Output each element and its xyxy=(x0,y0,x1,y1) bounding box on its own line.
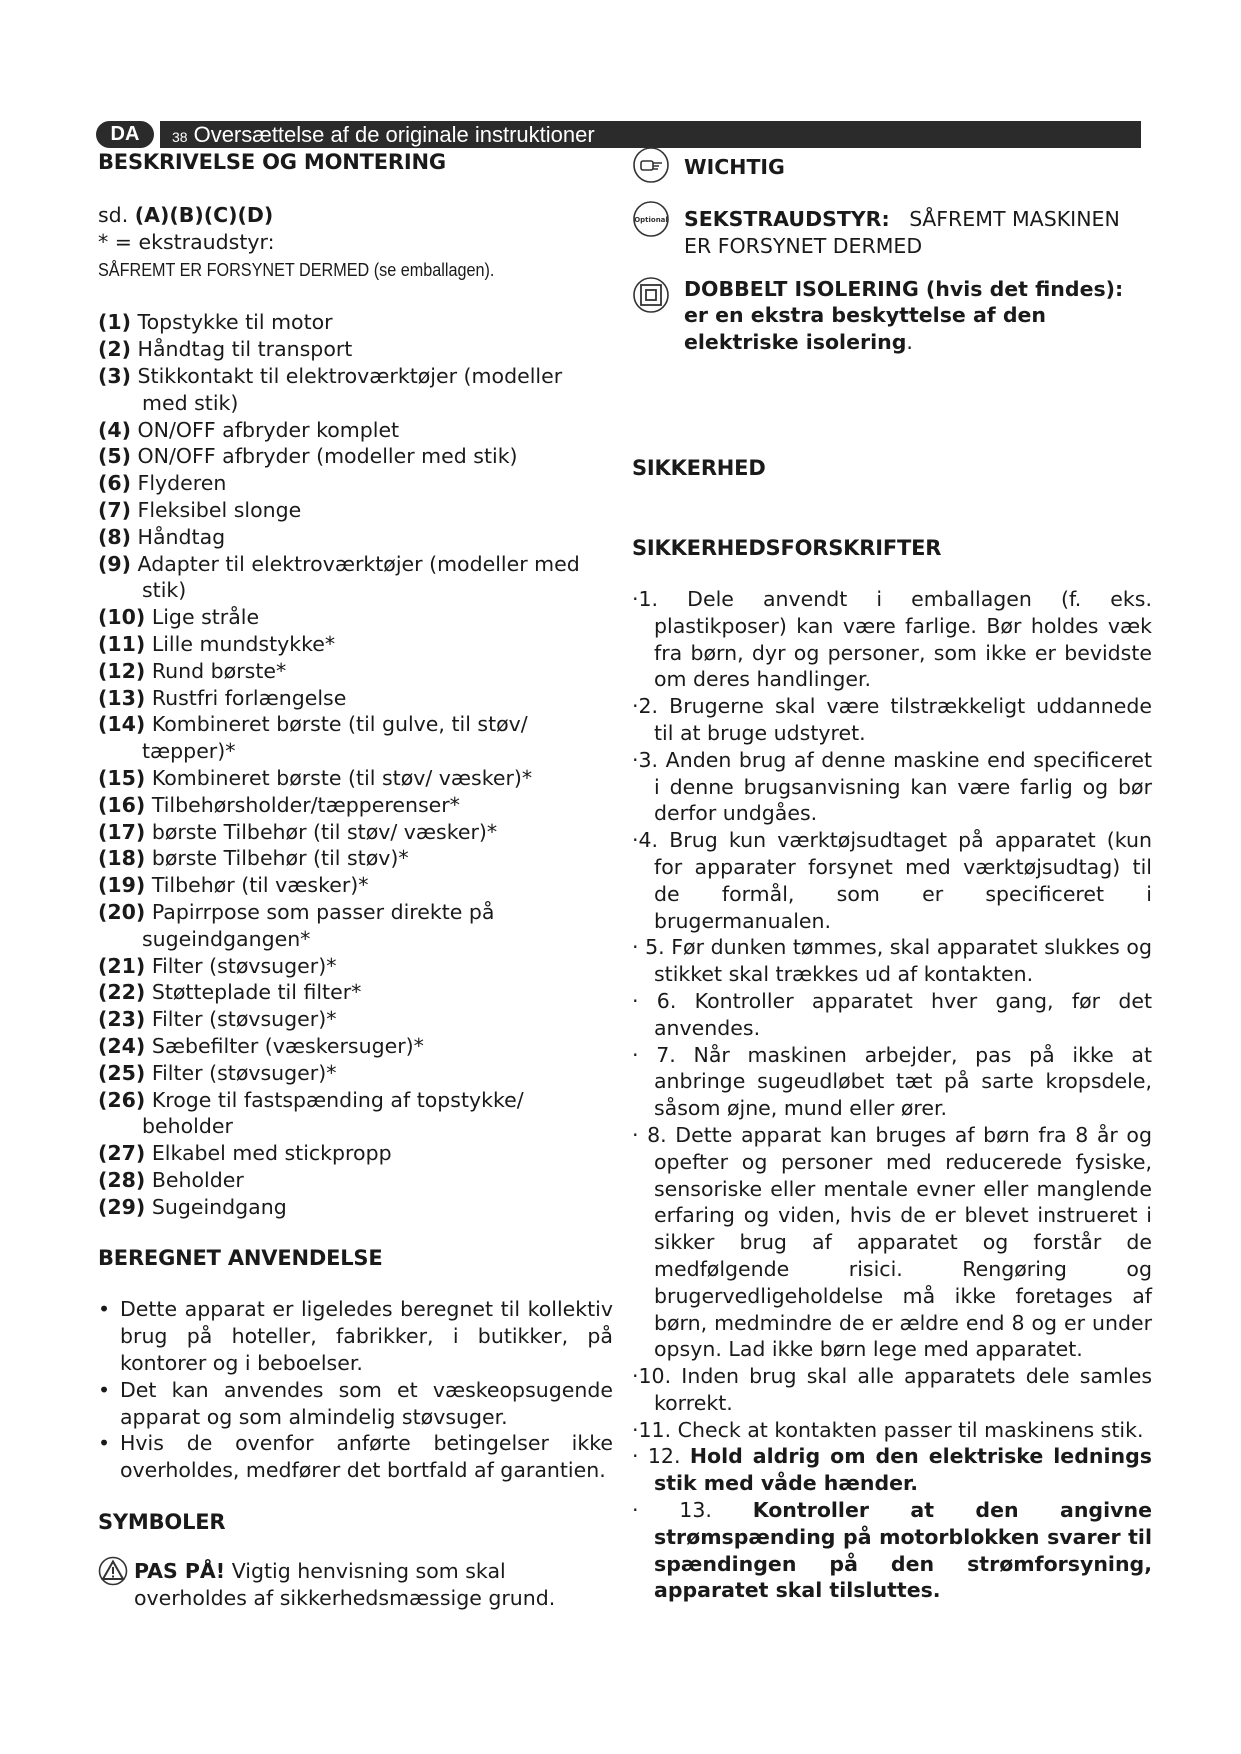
part-text: Kroge til fastspænding af topstykke/ beholder xyxy=(142,1087,524,1139)
part-item xyxy=(98,979,613,1006)
part-item xyxy=(98,711,613,765)
part-item xyxy=(98,658,613,685)
safety-rule xyxy=(632,1122,1152,1363)
symbol-double-insulation-text xyxy=(684,276,1152,356)
safety-rule xyxy=(632,1497,1152,1604)
part-number: (16) xyxy=(98,792,146,817)
part-text: Filter (støvsuger)* xyxy=(151,1060,337,1085)
optional-icon-label: Optional xyxy=(634,216,668,224)
rule-text: Før dunken tømmes, skal apparatet slukkes og stikket skal trækkes ud af kontakten. xyxy=(654,935,1152,987)
part-number: (10) xyxy=(98,605,146,630)
part-item xyxy=(98,1140,613,1167)
part-number: (20) xyxy=(98,899,146,924)
heading-safety: SIKKERHED xyxy=(632,455,766,480)
part-text: Filter (støvsuger)* xyxy=(151,1007,337,1032)
warning-triangle-icon xyxy=(98,1556,128,1586)
part-number: (13) xyxy=(98,685,146,710)
sd-prefix: sd. xyxy=(98,203,129,227)
part-text: Lige stråle xyxy=(151,605,260,630)
safety-rule xyxy=(632,1042,1152,1122)
safety-rule xyxy=(632,1363,1152,1417)
part-number: (26) xyxy=(98,1087,146,1112)
use-bullet: • Det kan anvendes som et væskeopsugende apparat og som almindelig støvsuger. xyxy=(98,1377,613,1431)
part-item xyxy=(98,819,613,846)
part-number: (27) xyxy=(98,1141,146,1166)
part-text: Elkabel med stickpropp xyxy=(151,1141,392,1166)
part-item xyxy=(98,1167,613,1194)
part-item xyxy=(98,604,613,631)
rule-number: · 7. xyxy=(632,1042,676,1067)
part-number: (18) xyxy=(98,846,146,871)
symbol-important-text xyxy=(684,146,785,181)
part-item xyxy=(98,309,613,336)
part-item xyxy=(98,1087,613,1141)
heading-symbols: SYMBOLER xyxy=(98,1510,226,1535)
part-number: (5) xyxy=(98,444,132,469)
sd-codes: (A)(B)(C)(D) xyxy=(134,203,274,227)
part-number: (17) xyxy=(98,819,146,844)
part-item xyxy=(98,685,613,712)
part-number: (23) xyxy=(98,1007,146,1032)
header-title: Oversættelse af de originale instruktioner xyxy=(193,122,595,147)
warning-bold: PAS PÅ! xyxy=(134,1559,226,1584)
part-text: Flyderen xyxy=(137,471,227,496)
rule-text: Brugerne skal være tilstrækkeligt uddannede til at bruge udstyret. xyxy=(654,694,1152,745)
part-item xyxy=(98,1006,613,1033)
part-item xyxy=(98,524,613,551)
rule-text: Hold aldrig om den elektriske lednings stik med våde hænder. xyxy=(654,1444,1152,1496)
use-list xyxy=(98,1296,613,1484)
symbol-optional-text xyxy=(684,200,1152,260)
part-text: Tilbehør (til væsker)* xyxy=(151,873,369,898)
symbol-double-insulation-label: DOBBELT ISOLERING (hvis det findes): er en ekstra beskyttelse af den elektriske isolering xyxy=(684,276,1124,355)
sd-line xyxy=(98,202,613,229)
warning-row xyxy=(98,1558,613,1612)
language-badge: DA xyxy=(96,121,154,148)
part-item xyxy=(98,497,613,524)
optional-text: SÅFREMT ER FORSYNET DERMED (se emballagen). xyxy=(98,259,495,280)
part-text: Adapter til elektroværktøjer (modeller med stik) xyxy=(137,551,580,603)
heading-rules: SIKKERHEDSFORSKRIFTER xyxy=(632,535,942,560)
part-text: Kombineret børste (til gulve, til støv/ tæpper)* xyxy=(142,712,528,764)
page-header xyxy=(96,121,1141,148)
part-text: Stikkontakt til elektroværktøjer (modeller med stik) xyxy=(137,363,563,415)
part-item xyxy=(98,792,613,819)
symbol-optional-label: SEKSTRAUDSTYR: xyxy=(684,207,890,231)
part-text: børste Tilbehør (til støv)* xyxy=(151,846,409,871)
part-text: Sæbefilter (væskersuger)* xyxy=(151,1033,424,1058)
rule-number: · 13. xyxy=(632,1498,712,1523)
use-bullet: • Dette apparat er ligeledes beregnet til kollektiv brug på hoteller, fabrikker, i butikker, på kontorer og i beboelser. xyxy=(98,1296,613,1376)
warning-text-block xyxy=(134,1558,613,1612)
rule-text: Kontroller at den angivne strømspænding på motorblokken svarer til spændingen på den strømforsyning, apparatet skal tilsluttes. xyxy=(654,1498,1152,1603)
heading-use: BEREGNET ANVENDELSE xyxy=(98,1246,383,1271)
rule-text: Anden brug af denne maskine end specificeret i denne brugsanvisning kan være farlig og bør derfor undgåes. xyxy=(654,747,1152,826)
optional-icon xyxy=(632,200,670,238)
part-number: (29) xyxy=(98,1194,146,1219)
part-number: (12) xyxy=(98,658,146,683)
part-item xyxy=(98,1060,613,1087)
part-text: Rund børste* xyxy=(151,658,287,683)
part-text: Filter (støvsuger)* xyxy=(151,953,337,978)
part-text: Kombineret børste (til støv/ væsker)* xyxy=(151,765,533,790)
warning-text: Vigtig henvisning som skal overholdes af sikkerhedsmæssige grund. xyxy=(134,1559,556,1610)
part-text: Rustfri forlængelse xyxy=(151,685,347,710)
part-number: (14) xyxy=(98,712,146,737)
part-number: (28) xyxy=(98,1167,146,1192)
part-number: (8) xyxy=(98,524,132,549)
rule-number: · 5. xyxy=(632,935,665,960)
symbol-important xyxy=(632,146,1152,184)
part-item xyxy=(98,363,613,417)
part-text: Fleksibel slonge xyxy=(137,497,302,522)
part-item xyxy=(98,336,613,363)
part-number: (9) xyxy=(98,551,132,576)
part-number: (24) xyxy=(98,1033,146,1058)
rule-text: Kontroller apparatet hver gang, før det anvendes. xyxy=(654,988,1153,1040)
part-item xyxy=(98,1033,613,1060)
safety-rule xyxy=(632,747,1152,827)
part-text: Beholder xyxy=(151,1167,244,1192)
heading-description: BESKRIVELSE OG MONTERING xyxy=(98,150,446,174)
symbol-optional xyxy=(632,200,1152,260)
part-item xyxy=(98,417,613,444)
part-text: ON/OFF afbryder komplet xyxy=(137,417,400,442)
part-number: (1) xyxy=(98,310,132,335)
part-text: Topstykke til motor xyxy=(137,310,333,335)
rule-text: Check at kontakten passer til maskinens stik. xyxy=(677,1417,1144,1442)
rule-number: ·10. xyxy=(632,1364,672,1389)
part-number: (15) xyxy=(98,765,146,790)
part-number: (2) xyxy=(98,337,132,362)
part-number: (21) xyxy=(98,953,146,978)
part-item xyxy=(98,443,613,470)
safety-rule xyxy=(632,827,1152,934)
safety-rule xyxy=(632,693,1152,747)
rule-text: Når maskinen arbejder, pas på ikke at anbringe sugeudløbet tæt på sarte kropsdele, såsom øjne, mund eller ører. xyxy=(654,1042,1152,1121)
right-column xyxy=(632,150,1152,1604)
part-number: (25) xyxy=(98,1060,146,1085)
optional-line xyxy=(98,229,613,284)
part-item xyxy=(98,551,613,605)
part-number: (4) xyxy=(98,417,132,442)
part-number: (19) xyxy=(98,873,146,898)
part-text: Sugeindgang xyxy=(151,1194,287,1219)
part-text: Tilbehørsholder/tæpperenser* xyxy=(151,792,460,817)
part-item xyxy=(98,872,613,899)
part-text: Støtteplade til filter* xyxy=(151,980,362,1005)
part-item xyxy=(98,953,613,980)
page-number: 38 xyxy=(172,129,188,145)
symbol-optional-desc: SÅFREMT MASKINEN ER FORSYNET DERMED xyxy=(684,207,1120,258)
left-column xyxy=(98,150,613,1612)
part-text: Lille mundstykke* xyxy=(151,631,336,656)
safety-rule xyxy=(632,1443,1152,1497)
rule-text: Dele anvendt i emballagen (f. eks. plastikposer) kan være farlige. Bør holdes væk fra børn, dyr og personer, som ikke er bevidste om deres handlinger. xyxy=(654,586,1152,692)
symbol-double-insulation xyxy=(632,276,1152,356)
part-number: (11) xyxy=(98,631,146,656)
safety-rule xyxy=(632,934,1152,988)
part-text: børste Tilbehør (til støv/ væsker)* xyxy=(151,819,498,844)
use-bullet: • Hvis de ovenfor anførte betingelser ikke overholdes, medfører det bortfald af garantien. xyxy=(98,1430,613,1484)
rule-text: Dette apparat kan bruges af børn fra 8 år og opefter og personer med reducerede fysiske, sensoriske eller mentale evner eller manglende erfaring og viden, hvis de er blevet instrueret i sikker brug af apparatet og forstår de medfølgende risici. Rengøring og brugervedligeholdelse må ikke foretages af børn, medmindre de er ældre end 8 og er under opsyn. Lad ikke børn lege med apparatet. xyxy=(654,1122,1152,1362)
part-item xyxy=(98,899,613,953)
part-text: Papirrpose som passer direkte på sugeindgangen* xyxy=(142,899,495,951)
rule-number: ·3. xyxy=(632,747,659,772)
part-item xyxy=(98,1194,613,1221)
part-item xyxy=(98,470,613,497)
rule-text: Inden brug skal alle apparatets dele samles korrekt. xyxy=(654,1364,1152,1415)
part-number: (3) xyxy=(98,363,132,388)
symbol-double-insulation-tail: . xyxy=(906,330,913,355)
pointing-hand-icon xyxy=(632,146,670,184)
safety-rule xyxy=(632,988,1152,1042)
safety-rule xyxy=(632,586,1152,693)
rule-number: · 8. xyxy=(632,1122,667,1147)
double-insulation-icon xyxy=(632,276,670,314)
part-number: (7) xyxy=(98,497,132,522)
part-text: ON/OFF afbryder (modeller med stik) xyxy=(137,444,518,469)
part-text: Håndtag til transport xyxy=(137,337,353,362)
symbol-important-label: WICHTIG xyxy=(684,155,785,179)
part-number: (6) xyxy=(98,471,132,496)
header-bar xyxy=(160,121,1141,148)
optional-prefix: * = ekstraudstyr: xyxy=(98,229,275,254)
rule-number: ·2. xyxy=(632,694,659,719)
part-text: Håndtag xyxy=(137,524,226,549)
rule-number: ·4. xyxy=(632,828,659,853)
rule-number: ·11. xyxy=(632,1417,672,1442)
rules-list xyxy=(632,586,1152,1604)
safety-rule xyxy=(632,1417,1152,1444)
rule-number: · 12. xyxy=(632,1444,681,1469)
part-item xyxy=(98,765,613,792)
rule-text: Brug kun værktøjsudtaget på apparatet (kun for apparater forsynet med værktøjsudtag) til de formål, som er specificeret i brugermanualen. xyxy=(654,828,1152,933)
intro-block xyxy=(98,202,613,283)
parts-list xyxy=(98,309,613,1220)
part-item xyxy=(98,845,613,872)
rule-number: ·1. xyxy=(632,586,659,611)
rule-number: · 6. xyxy=(632,988,677,1013)
part-number: (22) xyxy=(98,980,146,1005)
part-item xyxy=(98,631,613,658)
